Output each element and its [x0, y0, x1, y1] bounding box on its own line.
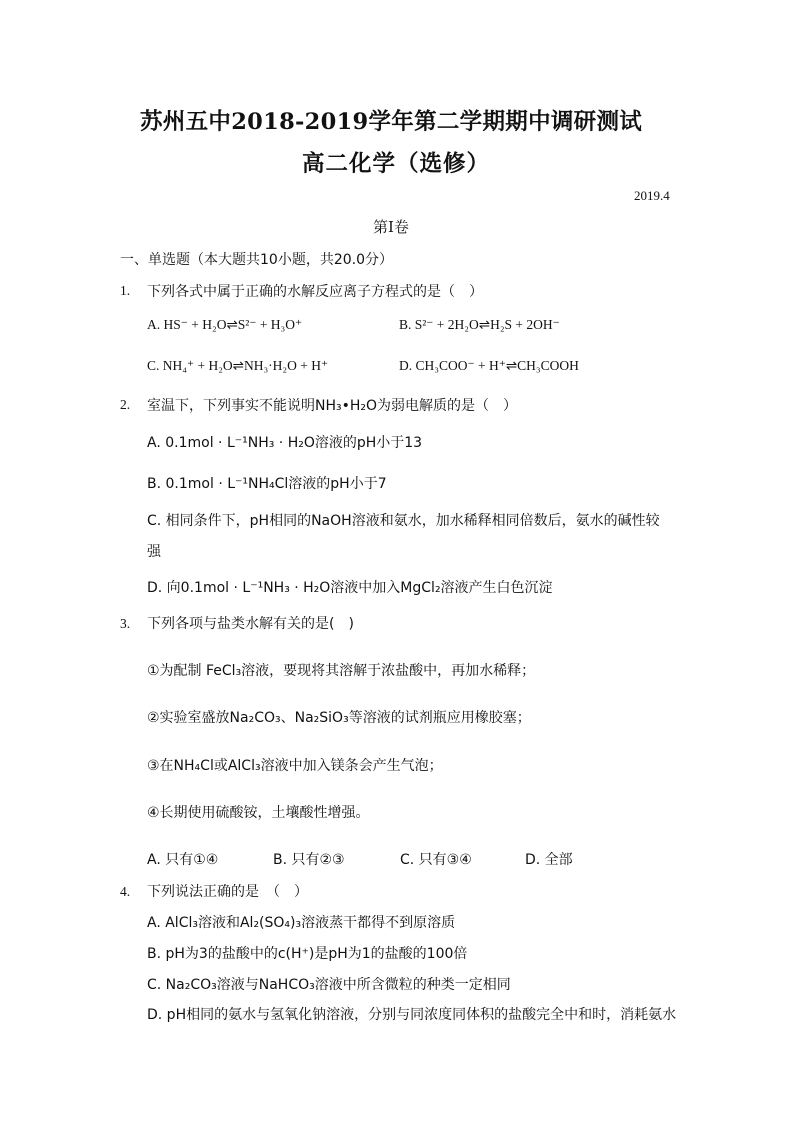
option-b: B. 只有②③ — [273, 852, 345, 868]
document-title: 苏州五中2018-2019学年第二学期期中调研测试 — [140, 109, 643, 135]
option-c: C. NH₄⁺ + H₂O⇌NH₃·H₂O + H⁺ — [147, 358, 329, 373]
question-stem: 室温下，下列事实不能说明NH₃•H₂O为弱电解质的是（ ） — [147, 398, 518, 414]
option-c: C. 只有③④ — [400, 852, 472, 868]
option-c: C. 相同条件下，pH相同的NaOH溶液和氨水，加水稀释相同倍数后，氨水的碱性较 — [147, 513, 660, 529]
option-d: D. pH相同的氨水与氢氧化钠溶液，分别与同浓度同体积的盐酸完全中和时，消耗氨水 — [147, 1007, 677, 1023]
option-b: B. S²⁻ + 2H₂O⇌H₂S + 2OH⁻ — [399, 317, 560, 332]
option-c-continuation: 强 — [147, 544, 161, 560]
option-d: D. CH₃COO⁻ + H⁺⇌CH₃COOH — [399, 358, 579, 373]
question-number: 1. — [120, 283, 131, 298]
option-b: B. 0.1mol · L⁻¹NH₄Cl溶液的pH小于7 — [147, 476, 387, 492]
option-a: A. 只有①④ — [147, 852, 219, 868]
question-stem: 下列说法正确的是 （ ） — [147, 884, 308, 900]
option-b: B. pH为3的盐酸中的c(H⁺)是pH为1的盐酸的100倍 — [147, 946, 468, 962]
question-number: 4. — [120, 884, 131, 899]
option-a: A. 0.1mol · L⁻¹NH₃ · H₂O溶液的pH小于13 — [147, 435, 423, 451]
statement-3: ③在NH₄Cl或AlCl₃溶液中加入镁条会产生气泡； — [147, 758, 443, 774]
option-d: D. 向0.1mol · L⁻¹NH₃ · H₂O溶液中加入MgCl₂溶液产生白色沉淀 — [147, 580, 553, 596]
question-number: 2. — [120, 397, 131, 412]
section-heading: 一、单选题（本大题共10小题，共20.0分） — [120, 252, 393, 268]
statement-2: ②实验室盛放Na₂CO₃、Na₂SiO₃等溶液的试剂瓶应用橡胶塞； — [147, 710, 531, 726]
question-stem: 下列各项与盐类水解有关的是( ) — [147, 616, 354, 632]
question-stem: 下列各式中属于正确的水解反应离子方程式的是（ ） — [147, 284, 483, 300]
statement-4: ④长期使用硫酸铵，土壤酸性增强。 — [147, 805, 370, 821]
statement-1: ①为配制 FeCl₃溶液，要现将其溶解于浓盐酸中，再加水稀释； — [147, 663, 536, 679]
exam-date: 2019.4 — [634, 188, 670, 203]
option-a: A. HS⁻ + H₂O⇌S²⁻ + H₃O⁺ — [147, 317, 303, 332]
document-subtitle: 高二化学（选修） — [302, 151, 491, 177]
option-a: A. AlCl₃溶液和Al₂(SO₄)₃溶液蒸干都得不到原溶质 — [147, 915, 456, 931]
option-c: C. Na₂CO₃溶液与NaHCO₃溶液中所含微粒的种类一定相同 — [147, 977, 511, 993]
volume-label: 第I卷 — [373, 218, 409, 236]
question-number: 3. — [120, 616, 131, 631]
option-d: D. 全部 — [525, 852, 573, 868]
